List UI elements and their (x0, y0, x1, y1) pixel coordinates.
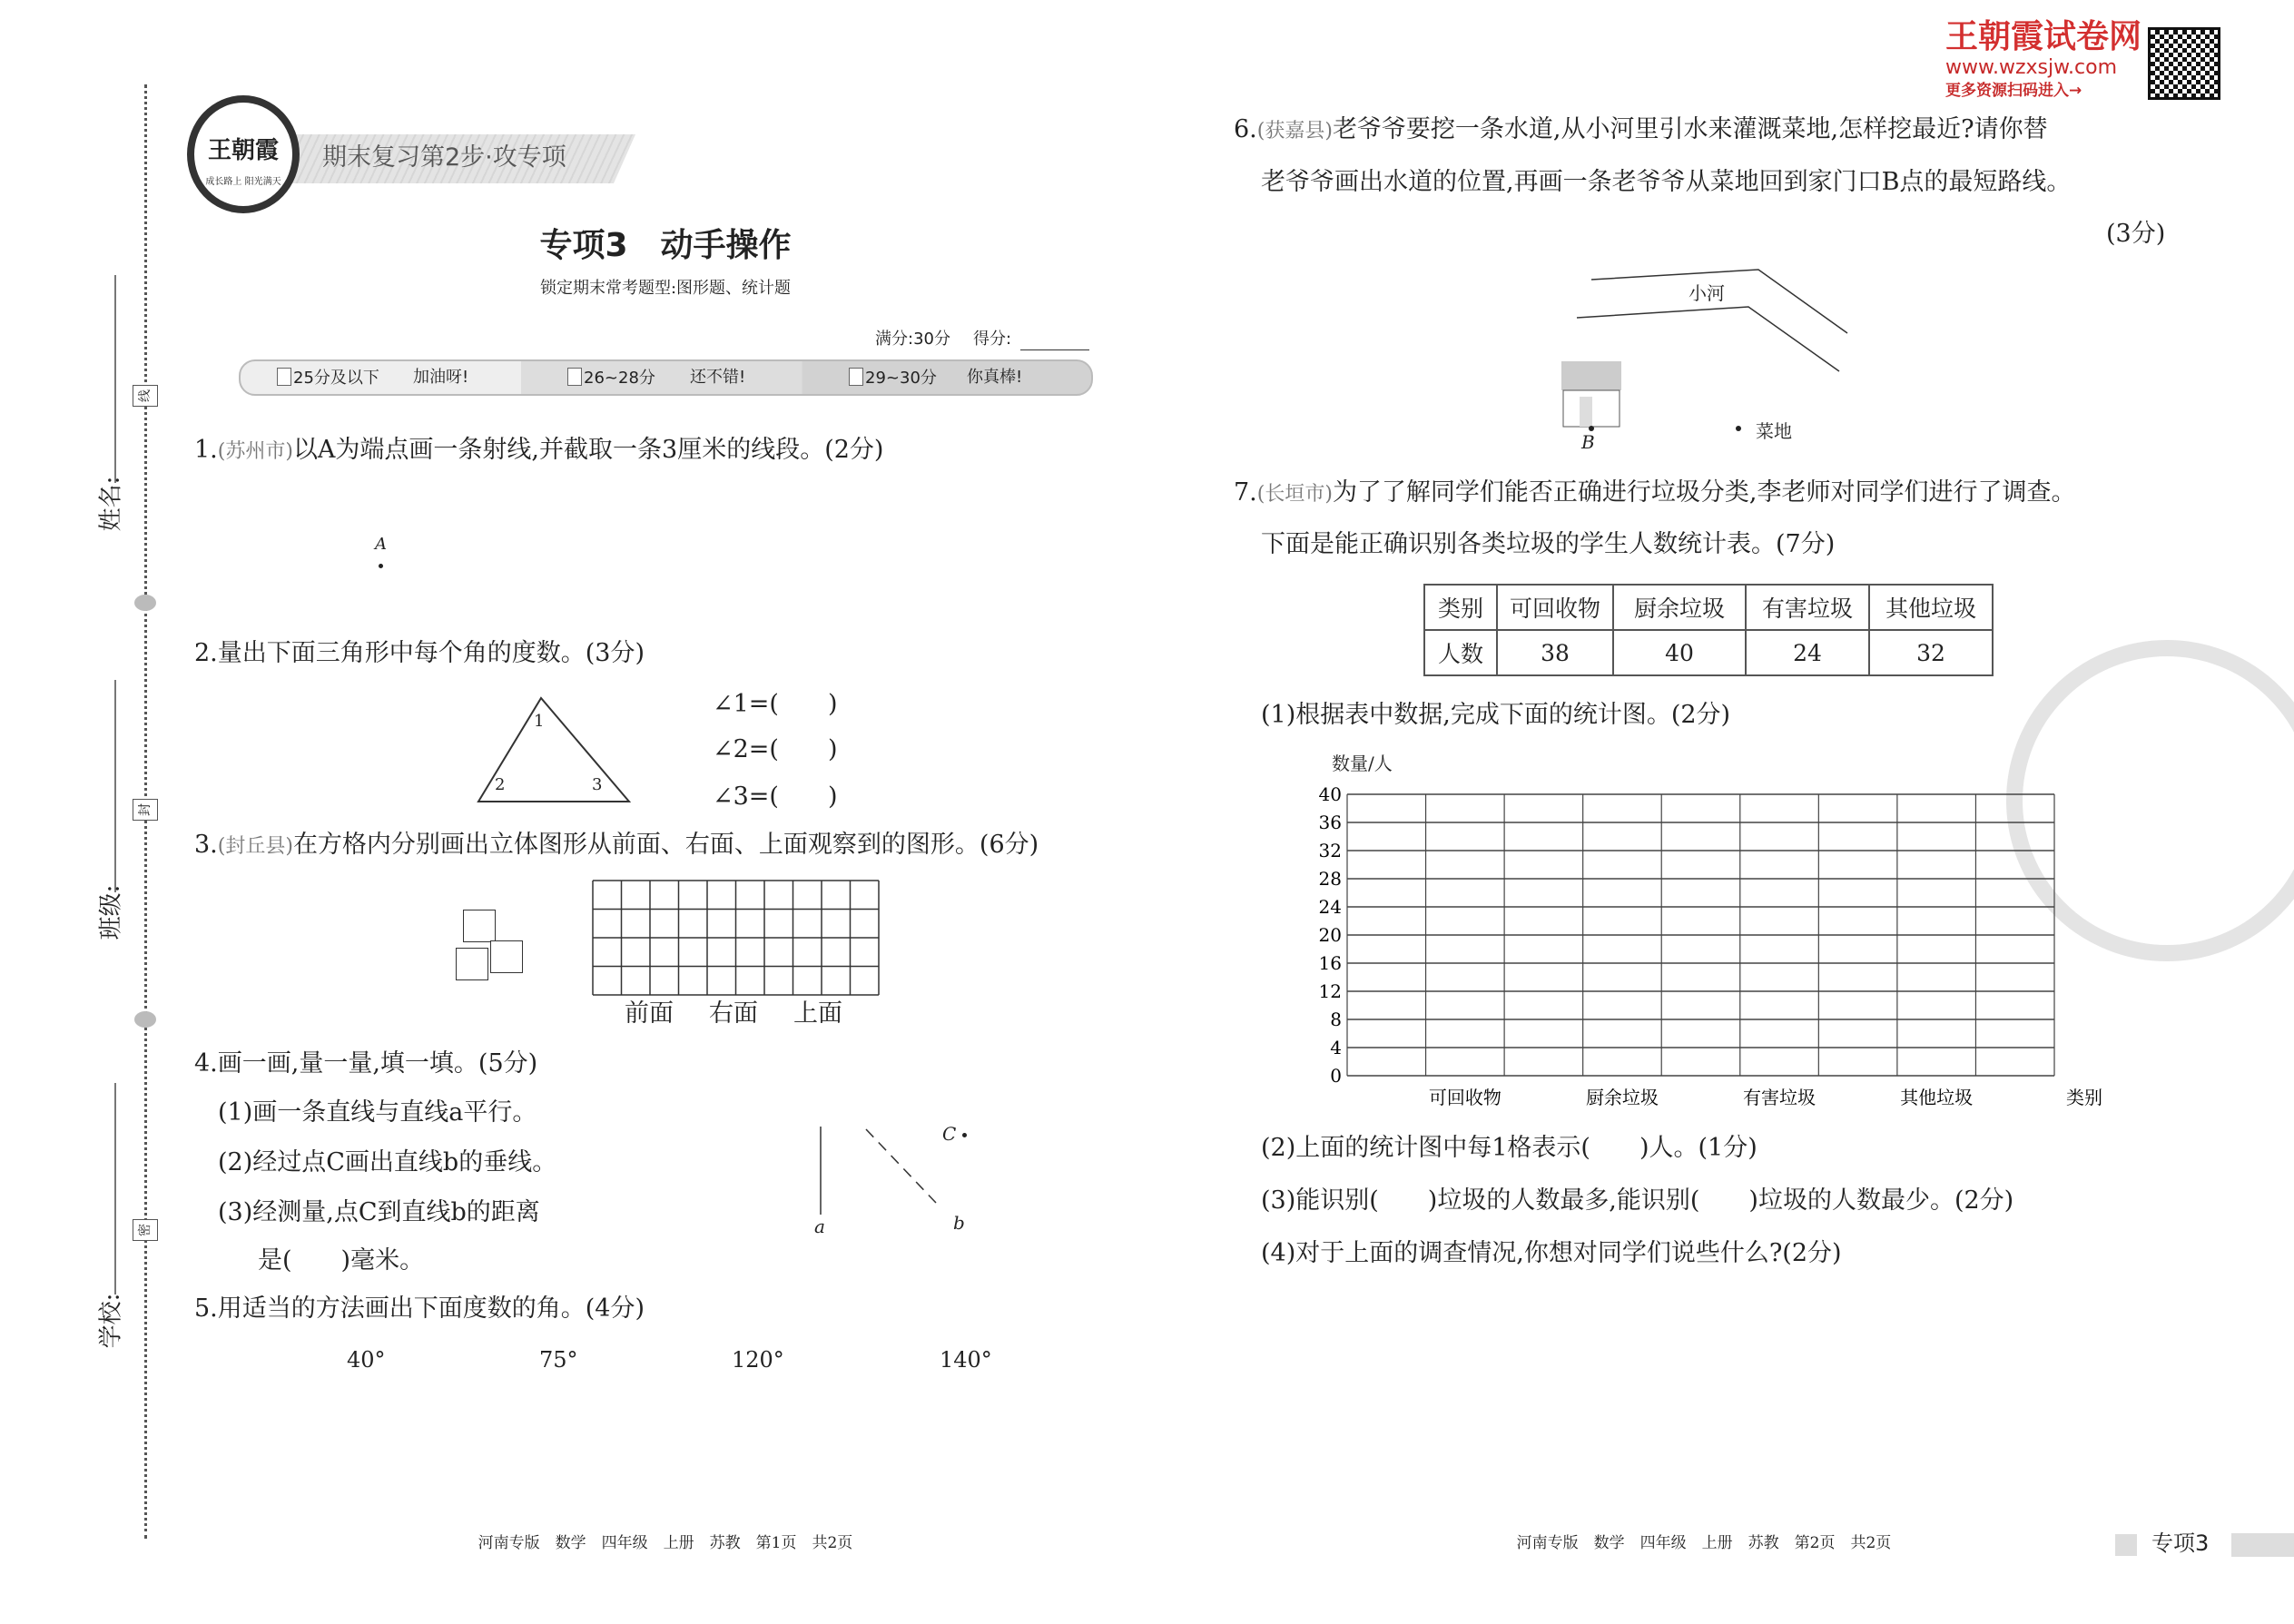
table-cell: 32 (1869, 630, 1993, 675)
table-cell: 类别 (1424, 585, 1497, 630)
seal-mark-xian: 线 (133, 385, 158, 407)
score-comment: 还不错! (690, 368, 746, 387)
table-cell: 38 (1497, 630, 1613, 675)
drawing-grid[interactable] (592, 880, 881, 998)
angle-1-label: 1 (534, 712, 545, 731)
q4-part-3-answer[interactable]: 是( )毫米。 (258, 1246, 425, 1275)
point-a-label: A (375, 535, 387, 554)
q-number: 5. (194, 1294, 218, 1323)
score-label: 得分: (973, 330, 1012, 349)
y-tick-label: 0 (1330, 1065, 1342, 1087)
section-tab: 专项3 (2151, 1530, 2210, 1556)
q6-score: (3分) (2106, 220, 2166, 248)
scissors-icon (134, 1011, 156, 1028)
q-source: (获嘉县) (1256, 120, 1333, 143)
logo-motto: 成长路上 阳光满天 (205, 177, 281, 187)
angle-140: 140° (940, 1347, 992, 1373)
score-comment: 加油呀! (413, 368, 469, 387)
score-range: 26~28分 (584, 369, 655, 388)
table-cell: 可回收物 (1497, 585, 1613, 630)
full-score: 满分:30分 (875, 330, 950, 349)
q-source: (封丘县) (217, 835, 293, 858)
qr-code-icon[interactable] (2148, 27, 2220, 100)
table-cell: 厨余垃圾 (1613, 585, 1746, 630)
logo-text: 王朝霞 (207, 137, 279, 164)
question-6 (1234, 115, 2048, 146)
q-text: 用适当的方法画出下面度数的角。(4分) (217, 1294, 645, 1323)
table-row (1424, 630, 1993, 675)
q-number: 6. (1234, 115, 1257, 143)
score-field[interactable] (1020, 349, 1089, 350)
angle-3-answer[interactable]: ∠3=( ) (713, 782, 838, 811)
y-tick-label: 20 (1318, 924, 1342, 946)
footer-left: 河南专版 数学 四年级 上册 苏教 第1页 共2页 (478, 1534, 853, 1552)
q7-part-2[interactable]: (2)上面的统计图中每1格表示( )人。(1分) (1261, 1134, 1757, 1162)
x-tick-label: 有害垃圾 (1743, 1087, 1816, 1108)
angle-3-label: 3 (592, 775, 603, 794)
q7-part-1: (1)根据表中数据,完成下面的统计图。(2分) (1261, 701, 1731, 729)
table-cell: 人数 (1424, 630, 1497, 675)
seal-mark-mi: 密 (133, 1219, 158, 1241)
y-tick-label: 40 (1318, 783, 1342, 805)
table-cell: 有害垃圾 (1746, 585, 1869, 630)
angle-120: 120° (732, 1347, 784, 1373)
q4-part-1: (1)画一条直线与直线a平行。 (218, 1098, 537, 1127)
question-2 (194, 639, 645, 668)
view-label-top: 上面 (793, 999, 842, 1028)
seal-mark-feng: 封 (133, 799, 158, 821)
footer-right: 河南专版 数学 四年级 上册 苏教 第2页 共2页 (1516, 1534, 1892, 1552)
q7-part-4[interactable]: (4)对于上面的调查情况,你想对同学们说些什么?(2分) (1261, 1239, 1842, 1267)
bar-chart-grid[interactable] (1289, 781, 2106, 1117)
x-tick-label: 厨余垃圾 (1585, 1087, 1659, 1108)
q-number: 3. (194, 831, 218, 859)
question-5 (194, 1294, 645, 1324)
scissors-icon (134, 595, 156, 611)
question-3 (194, 831, 1039, 861)
y-tick-label: 12 (1318, 980, 1342, 1002)
score-level-bar (239, 359, 1093, 396)
q-text: 在方格内分别画出立体图形从前面、右面、上面观察到的图形。(6分) (292, 831, 1039, 859)
site-logo: 王朝霞试卷网 (1945, 18, 2142, 55)
tab-bar (2231, 1533, 2294, 1557)
view-label-right: 右面 (709, 999, 758, 1028)
name-underline[interactable] (114, 275, 116, 483)
q4-part-3: (3)经测量,点C到直线b的距离 (218, 1198, 540, 1226)
q-number: 4. (194, 1049, 218, 1078)
school-label: 学校: (97, 1293, 125, 1349)
point-b-label: B (1581, 431, 1595, 453)
q-source: (长垣市) (1256, 483, 1333, 506)
angle-75: 75° (539, 1347, 578, 1373)
q-number: 2. (194, 639, 218, 667)
line-b-label: b (953, 1212, 965, 1234)
angle-2-label: 2 (495, 775, 506, 794)
y-tick-label: 16 (1318, 952, 1342, 974)
table-cell: 其他垃圾 (1869, 585, 1993, 630)
checkbox[interactable] (277, 368, 291, 386)
table-header-row (1424, 585, 1993, 630)
x-axis-label: 类别 (2066, 1087, 2102, 1108)
y-tick-label: 28 (1318, 868, 1342, 890)
house-icon (1561, 361, 1621, 390)
question-4 (194, 1049, 537, 1078)
brand-logo (187, 95, 300, 213)
q6-line-2: 老爷爷画出水道的位置,再画一条老爷爷从菜地回到家门口B点的最短路线。 (1261, 168, 2072, 196)
q-text: 老爷爷要挖一条水道,从小河里引水来灌溉菜地,怎样挖最近?请你替 (1332, 115, 2048, 143)
score-range: 29~30分 (865, 369, 937, 388)
checkbox[interactable] (849, 368, 863, 386)
q-number: 7. (1234, 478, 1257, 507)
line-a-label: a (814, 1216, 825, 1237)
class-underline[interactable] (114, 680, 116, 892)
q-text: 画一画,量一量,填一填。(5分) (217, 1049, 538, 1078)
q-number: 1. (194, 436, 218, 464)
q-source: (苏州市) (217, 440, 293, 463)
question-1 (194, 436, 883, 467)
page-subtitle: 锁定期末常考题型:图形题、统计题 (539, 279, 792, 298)
tab-decoration-icon (2115, 1534, 2137, 1556)
y-tick-label: 36 (1318, 812, 1342, 833)
angle-1-answer[interactable]: ∠1=( ) (713, 690, 838, 718)
river-label: 小河 (1689, 282, 1725, 304)
lines-figure (808, 1121, 953, 1221)
survey-table (1423, 584, 1994, 676)
table-cell: 40 (1613, 630, 1746, 675)
checkbox[interactable] (567, 368, 582, 386)
q-text: 为了了解同学们能否正确进行垃圾分类,李老师对同学们进行了调查。 (1332, 478, 2076, 507)
class-label: 班级: (97, 884, 125, 940)
question-7 (1234, 478, 2076, 509)
q7-line-2: 下面是能正确识别各类垃圾的学生人数统计表。(7分) (1261, 530, 1836, 558)
name-label: 姓名: (97, 476, 125, 532)
view-label-front: 前面 (625, 999, 674, 1028)
q-text: 量出下面三角形中每个角的度数。(3分) (217, 639, 645, 667)
point-c (962, 1133, 967, 1137)
angle-2-answer[interactable]: ∠2=( ) (713, 735, 838, 763)
site-url[interactable]: www.wzxsjw.com (1945, 56, 2118, 79)
point-c-label: C (942, 1123, 957, 1145)
q7-part-3[interactable]: (3)能识别( )垃圾的人数最多,能识别( )垃圾的人数最少。(2分) (1261, 1186, 2014, 1215)
y-tick-label: 4 (1330, 1037, 1342, 1058)
y-axis-label: 数量/人 (1332, 753, 1393, 774)
page-title: 专项3 动手操作 (539, 227, 792, 264)
point-a (379, 564, 383, 568)
x-tick-label: 其他垃圾 (1900, 1087, 1974, 1108)
score-range: 25分及以下 (293, 369, 379, 388)
y-tick-label: 8 (1330, 1009, 1342, 1030)
score-comment: 你真棒! (967, 368, 1023, 387)
banner-text: 期末复习第2步·攻专项 (322, 143, 566, 172)
angle-40: 40° (347, 1347, 386, 1373)
y-tick-label: 32 (1318, 840, 1342, 861)
site-cta: 更多资源扫码进入→ (1945, 82, 2082, 100)
school-underline[interactable] (114, 1083, 116, 1294)
x-tick-label: 可回收物 (1428, 1087, 1501, 1108)
table-cell: 24 (1746, 630, 1869, 675)
q4-part-2: (2)经过点C画出直线b的垂线。 (218, 1148, 557, 1176)
y-tick-label: 24 (1318, 896, 1342, 918)
q-text: 以A为端点画一条射线,并截取一条3厘米的线段。(2分) (292, 436, 884, 464)
field-label: 菜地 (1756, 420, 1792, 442)
